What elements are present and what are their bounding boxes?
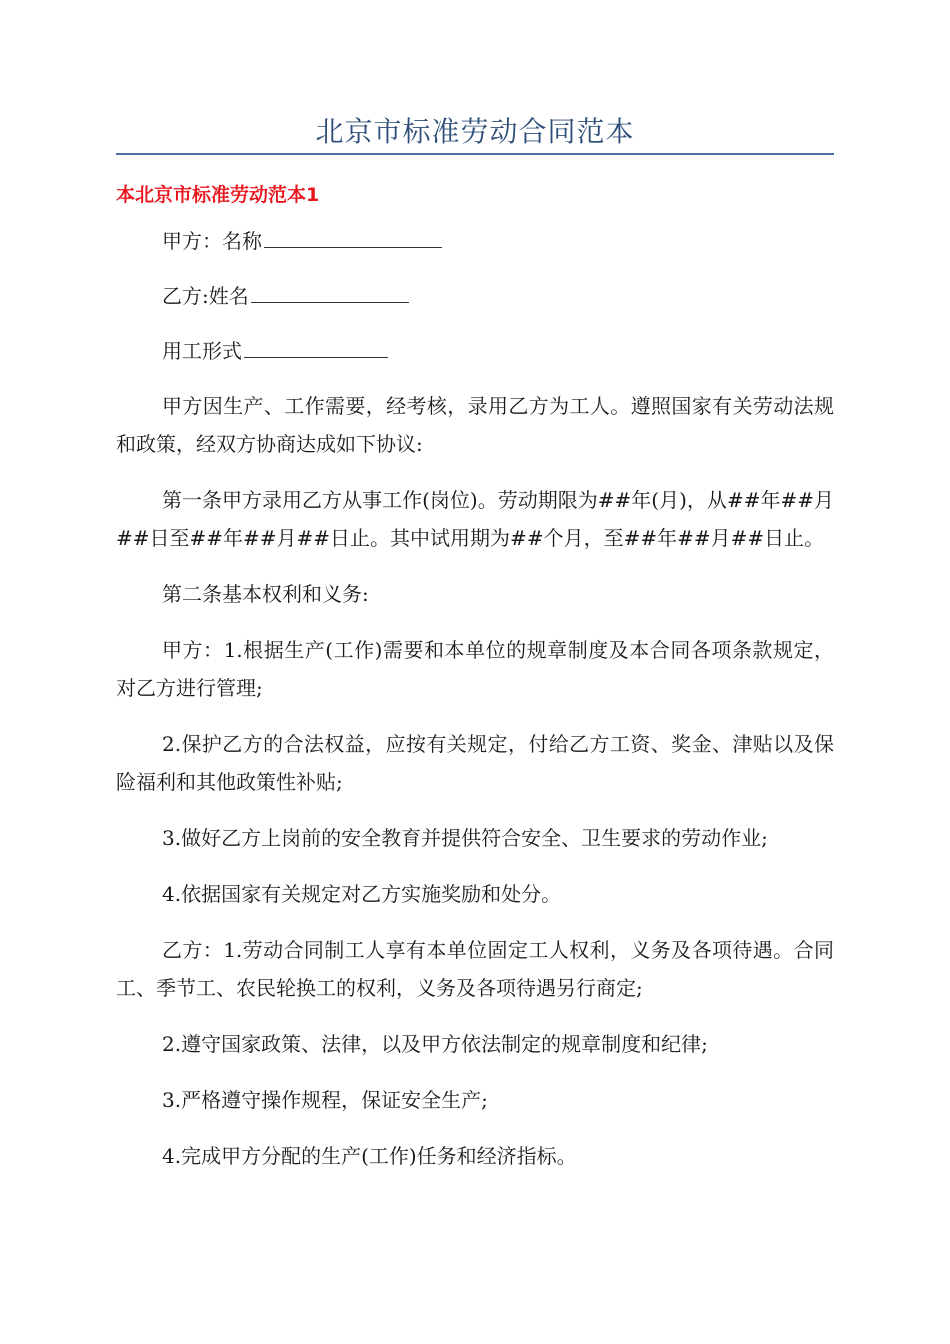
party-a-label: 甲方：名称 [162, 229, 262, 253]
party-b-field [116, 277, 834, 315]
document-title: 北京市标准劳动合同范本 [315, 115, 635, 148]
paragraph-intro: 甲方因生产、工作需要，经考核，录用乙方为工人。遵照国家有关劳动法规和政策，经双方协商达成如下协议: [116, 394, 834, 456]
paragraph-party-b-duty-1: 乙方：1.劳动合同制工人享有本单位固定工人权利，义务及各项待遇。合同工、季节工、农民轮换工的权利，义务及各项待遇另行商定; [116, 938, 834, 1000]
paragraph-party-a-duty-2: 2.保护乙方的合法权益，应按有关规定，付给乙方工资、奖金、津贴以及保险福利和其他政策性补贴; [116, 732, 834, 794]
paragraph-party-b-duty-2: 2.遵守国家政策、法律，以及甲方依法制定的规章制度和纪律; [162, 1032, 708, 1056]
paragraph-article-2-heading: 第二条基本权利和义务: [162, 582, 369, 606]
party-b-blank-line [251, 301, 409, 303]
party-b-label: 乙方:姓名 [162, 284, 249, 308]
employment-form-field [116, 332, 834, 370]
paragraph-article-1: 第一条甲方录用乙方从事工作(岗位)。劳动期限为##年(月)，从##年##月##日至##年##月##日止。其中试用期为##个月，至##年##月##日止。 [116, 488, 834, 550]
party-a-field [116, 222, 834, 260]
paragraph-party-b-duty-4: 4.完成甲方分配的生产(工作)任务和经济指标。 [162, 1144, 577, 1168]
paragraph-party-a-duty-3: 3.做好乙方上岗前的安全教育并提供符合安全、卫生要求的劳动作业; [162, 826, 768, 850]
party-a-blank-line [264, 246, 442, 248]
document-body [116, 222, 834, 1193]
paragraph-party-a-duty-1: 甲方：1.根据生产(工作)需要和本单位的规章制度及本合同各项条款规定，对乙方进行管理; [116, 638, 834, 700]
title-underline [116, 153, 834, 155]
employment-form-blank-line [244, 356, 388, 358]
section-heading: 本北京市标准劳动范本1 [116, 184, 320, 206]
paragraph-party-b-duty-3: 3.严格遵守操作规程，保证安全生产; [162, 1088, 488, 1112]
paragraph-party-a-duty-4: 4.依据国家有关规定对乙方实施奖励和处分。 [162, 882, 562, 906]
employment-form-label: 用工形式 [162, 339, 242, 363]
